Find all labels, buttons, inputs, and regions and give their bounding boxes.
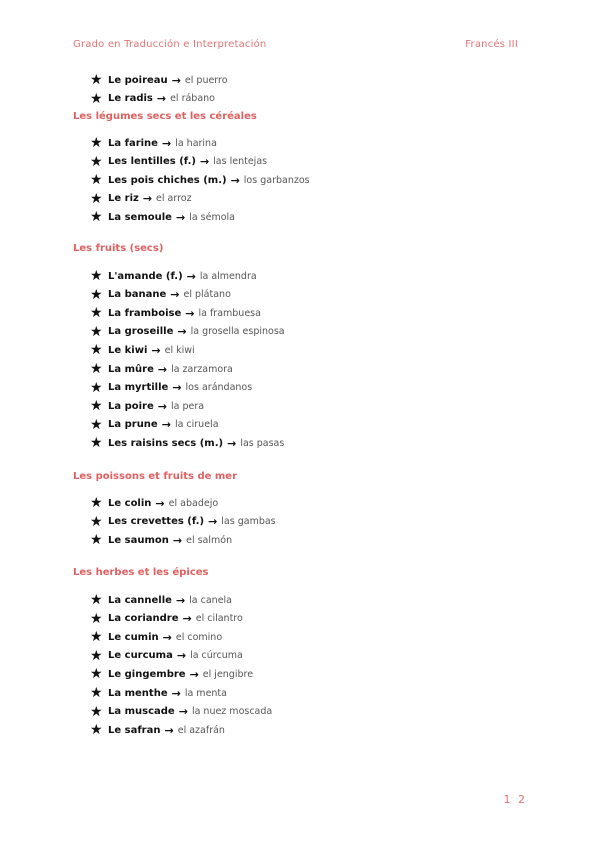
french-term: Les pois chiches (m.) — [108, 174, 227, 186]
spanish-translation: la canela — [189, 594, 233, 606]
spanish-translation: la nuez moscada — [191, 706, 273, 718]
french-term: Le poireau — [108, 74, 168, 86]
star-icon: ★ — [90, 495, 103, 511]
vocab-item — [90, 191, 192, 207]
section-title: Les poissons et fruits de mer — [73, 471, 238, 482]
vocab-item — [90, 435, 284, 451]
star-icon: ★ — [90, 647, 103, 664]
arrow-right-icon: → — [176, 649, 187, 663]
star-icon: ★ — [90, 629, 103, 646]
vocab-item — [90, 91, 215, 107]
vocab-item — [90, 666, 253, 682]
star-icon: ★ — [90, 435, 103, 452]
vocab-item — [90, 629, 222, 645]
french-term: La menthe — [108, 687, 168, 699]
french-term: Les lentilles (f.) — [108, 156, 196, 168]
star-icon: ★ — [90, 610, 103, 627]
vocab-item — [90, 135, 217, 151]
french-term: La banane — [108, 289, 167, 301]
spanish-translation: los arándanos — [185, 382, 253, 394]
star-icon: ★ — [90, 703, 103, 720]
spanish-translation: el abadejo — [168, 497, 219, 509]
french-term: La cannelle — [108, 594, 172, 606]
arrow-right-icon: → — [171, 73, 181, 87]
arrow-right-icon: → — [172, 533, 183, 547]
vocab-item — [90, 685, 227, 701]
spanish-translation: el comino — [175, 631, 223, 643]
arrow-right-icon: → — [171, 686, 181, 700]
spanish-translation: los garbanzos — [243, 174, 310, 186]
vocab-item — [90, 209, 235, 225]
arrow-right-icon: → — [199, 155, 210, 169]
french-term: La mûre — [108, 363, 154, 375]
vocab-item — [90, 592, 232, 608]
star-icon: ★ — [90, 172, 103, 189]
spanish-translation: las lentejas — [213, 156, 268, 168]
star-icon: ★ — [90, 305, 103, 322]
star-icon: ★ — [90, 323, 103, 340]
french-term: La semoule — [108, 211, 172, 223]
spanish-translation: el azafrán — [177, 724, 225, 736]
french-term: La myrtille — [108, 382, 169, 394]
star-icon: ★ — [90, 286, 103, 303]
spanish-translation: el cilantro — [195, 613, 243, 625]
spanish-translation: el arroz — [156, 193, 192, 205]
star-icon: ★ — [90, 72, 103, 88]
vocab-item — [90, 514, 276, 530]
arrow-right-icon: → — [177, 325, 187, 339]
french-term: Le radis — [108, 93, 153, 105]
arrow-right-icon: → — [161, 136, 172, 150]
spanish-translation: la frambuesa — [198, 307, 261, 319]
french-term: Le colin — [108, 497, 152, 509]
arrow-right-icon: → — [164, 723, 174, 737]
star-icon: ★ — [90, 592, 103, 608]
arrow-right-icon: → — [142, 192, 153, 206]
section-title: Les légumes secs et les céréales — [73, 111, 257, 122]
star-icon: ★ — [90, 90, 103, 107]
header-course-title: Grado en Traducción e Interpretación — [73, 39, 267, 50]
star-icon: ★ — [90, 513, 103, 530]
vocab-item — [90, 495, 218, 511]
spanish-translation: las gambas — [221, 516, 276, 528]
spanish-translation: la zarzamora — [171, 363, 233, 375]
french-term: La prune — [108, 419, 158, 431]
vocab-item — [90, 324, 285, 340]
french-term: Le safran — [108, 724, 161, 736]
vocab-item — [90, 722, 225, 738]
arrow-right-icon: → — [156, 92, 167, 106]
arrow-right-icon: → — [175, 210, 186, 224]
spanish-translation: la ciruela — [174, 419, 219, 431]
page-number: 1 2 — [503, 793, 527, 806]
spanish-translation: la sémola — [189, 211, 235, 223]
vocab-item — [90, 342, 195, 358]
star-icon: ★ — [90, 532, 103, 549]
star-icon: ★ — [90, 416, 103, 433]
french-term: Le gingembre — [108, 668, 186, 680]
arrow-right-icon: → — [185, 306, 195, 320]
star-icon: ★ — [90, 268, 103, 284]
spanish-translation: la pera — [171, 400, 205, 412]
star-icon: ★ — [90, 190, 103, 207]
french-term: La groseille — [108, 326, 174, 338]
vocab-item — [90, 704, 272, 720]
section-title: Les fruits (secs) — [73, 243, 164, 254]
spanish-translation: la menta — [184, 687, 227, 699]
star-icon: ★ — [90, 342, 103, 359]
vocab-item — [90, 72, 228, 88]
french-term: Le curcuma — [108, 650, 173, 662]
arrow-right-icon: → — [155, 496, 165, 510]
arrow-right-icon: → — [162, 630, 172, 644]
star-icon: ★ — [90, 209, 103, 226]
vocab-item — [90, 611, 243, 627]
french-term: Le riz — [108, 193, 139, 205]
star-icon: ★ — [90, 722, 103, 739]
french-term: La poire — [108, 400, 154, 412]
french-term: L'amande (f.) — [108, 270, 183, 282]
star-icon: ★ — [90, 379, 103, 396]
arrow-right-icon: → — [170, 288, 180, 302]
french-term: Le cumin — [108, 631, 159, 643]
vocab-item — [90, 648, 243, 664]
star-icon: ★ — [90, 361, 103, 377]
arrow-right-icon: → — [151, 343, 161, 357]
arrow-right-icon: → — [178, 705, 188, 719]
arrow-right-icon: → — [189, 667, 199, 681]
spanish-translation: las pasas — [240, 437, 285, 449]
star-icon: ★ — [90, 135, 103, 151]
french-term: La framboise — [108, 307, 182, 319]
vocab-item — [90, 532, 232, 548]
arrow-right-icon: → — [186, 269, 196, 283]
vocab-item — [90, 417, 219, 433]
star-icon: ★ — [90, 398, 103, 415]
vocab-item — [90, 287, 231, 303]
arrow-right-icon: → — [157, 399, 167, 413]
french-term: Le saumon — [108, 534, 169, 546]
vocab-item — [90, 305, 261, 321]
arrow-right-icon: → — [230, 173, 240, 187]
spanish-translation: la grosella espinosa — [190, 326, 285, 338]
star-icon: ★ — [90, 666, 103, 683]
arrow-right-icon: → — [227, 436, 237, 450]
vocab-item — [90, 268, 257, 284]
arrow-right-icon: → — [182, 612, 192, 626]
french-term: Les raisins secs (m.) — [108, 437, 224, 449]
french-term: La coriandre — [108, 613, 179, 625]
spanish-translation: la cúrcuma — [190, 650, 243, 662]
vocab-item — [90, 361, 233, 377]
vocab-item — [90, 154, 267, 170]
arrow-right-icon: → — [172, 381, 182, 395]
spanish-translation: la harina — [175, 137, 217, 149]
spanish-translation: el rábano — [170, 93, 215, 105]
spanish-translation: el puerro — [184, 74, 228, 86]
section-title: Les herbes et les épices — [73, 567, 209, 578]
arrow-right-icon: → — [157, 362, 168, 376]
spanish-translation: el jengibre — [202, 668, 254, 680]
french-term: La farine — [108, 137, 158, 149]
arrow-right-icon: → — [161, 418, 171, 432]
french-term: La muscade — [108, 706, 175, 718]
star-icon: ★ — [90, 685, 103, 701]
spanish-translation: la almendra — [199, 270, 257, 282]
vocab-item — [90, 172, 310, 188]
vocab-item — [90, 380, 252, 396]
spanish-translation: el salmón — [186, 534, 233, 546]
spanish-translation: el kiwi — [164, 344, 195, 356]
vocab-item — [90, 398, 204, 414]
arrow-right-icon: → — [175, 593, 186, 607]
star-icon: ★ — [90, 153, 103, 170]
header-subject: Francés III — [465, 39, 518, 50]
spanish-translation: el plátano — [183, 289, 231, 301]
french-term: Les crevettes (f.) — [108, 516, 205, 528]
arrow-right-icon: → — [208, 515, 218, 529]
french-term: Le kiwi — [108, 344, 148, 356]
